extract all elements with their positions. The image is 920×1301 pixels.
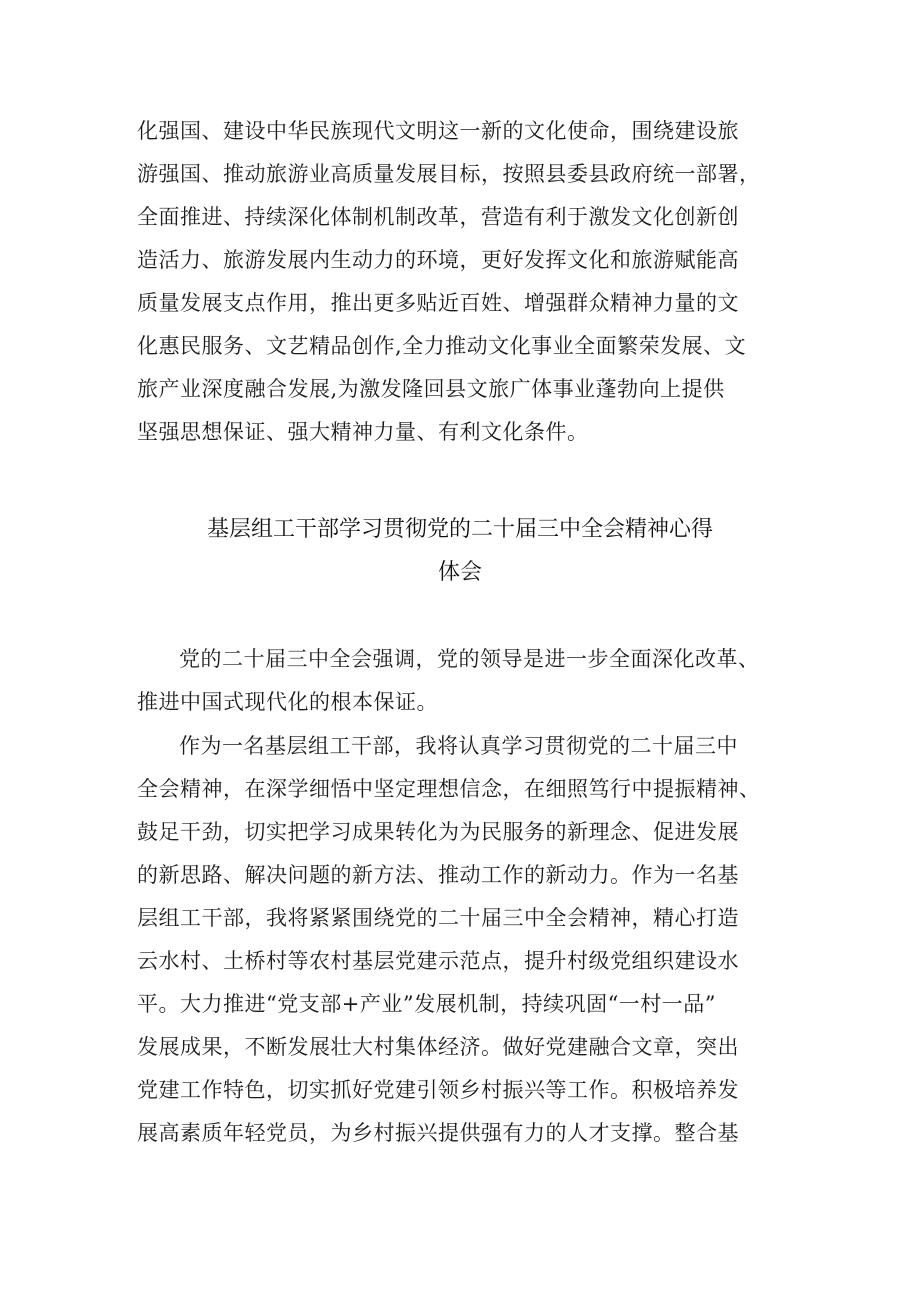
text-line: 作为一名基层组工干部，我将认真学习贯彻党的二十届三中 <box>179 734 738 758</box>
article-title-line: 体会 <box>437 560 482 585</box>
text-line: 化惠民服务、文艺精品创作,全力推动文化事业全面繁荣发展、文 <box>137 334 747 358</box>
text-line: 层组工干部，我将紧紧围绕党的二十届三中全会精神，精心打造 <box>137 906 739 930</box>
text-line: 旅产业深度融合发展,为激发隆回县文旅广体事业蓬勃向上提供 <box>137 377 725 401</box>
text-line: 鼓足干劲，切实把学习成果转化为为民服务的新理念、促进发展 <box>137 820 739 844</box>
text-line: 造活力、旅游发展内生动力的环境，更好发挥文化和旅游赋能高 <box>137 248 739 272</box>
text-line: 平。大力推进“党支部+产业”发展机制，持续巩固“一村一品” <box>137 992 717 1016</box>
text-line: 展高素质年轻党员，为乡村振兴提供强有力的人才支撑。整合基 <box>137 1121 739 1145</box>
text-line: 党的二十届三中全会强调，党的领导是进一步全面深化改革、 <box>179 647 760 671</box>
text-line: 全会精神，在深学细悟中坚定理想信念，在细照笃行中提振精神、 <box>137 777 761 801</box>
text-line: 质量发展支点作用，推出更多贴近百姓、增强群众精神力量的文 <box>137 291 739 315</box>
text-line: 推进中国式现代化的根本保证。 <box>137 690 438 714</box>
article-title-line: 基层组工干部学习贯彻党的二十届三中全会精神心得 <box>206 517 713 542</box>
text-line: 发展成果，不断发展壮大村集体经济。做好党建融合文章，突出 <box>137 1035 739 1059</box>
text-line: 云水村、土桥村等农村基层党建示范点，提升村级党组织建设水 <box>137 949 739 973</box>
text-line: 化强国、建设中华民族现代文明这一新的文化使命，围绕建设旅 <box>137 119 739 143</box>
text-line: 全面推进、持续深化体制机制改革，营造有利于激发文化创新创 <box>137 205 739 229</box>
text-line: 的新思路、解决问题的新方法、推动工作的新动力。作为一名基 <box>137 863 739 887</box>
text-line: 游强国、推动旅游业高质量发展目标，按照县委县政府统一部署， <box>137 162 761 186</box>
text-line: 坚强思想保证、强大精神力量、有利文化条件。 <box>137 420 589 444</box>
text-line: 党建工作特色，切实抓好党建引领乡村振兴等工作。积极培养发 <box>137 1078 739 1102</box>
